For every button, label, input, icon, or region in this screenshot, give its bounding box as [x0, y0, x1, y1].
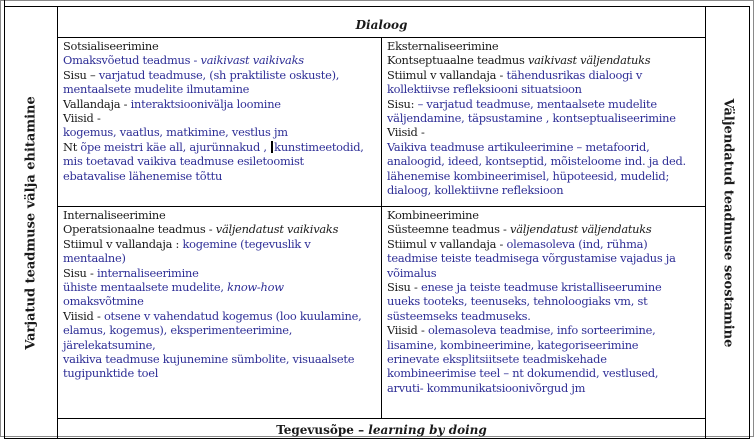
combination-content-cont: uueks tooteks, teenuseks, tehnoloogiaks vm, st: [387, 294, 648, 309]
knowledge-conversion-table: [4, 6, 750, 439]
internalization-cell: [58, 207, 382, 419]
header-cell: [58, 7, 706, 38]
internalization-stimulus: Stiimul v vallandaja : kogemine (tegevuslik v: [63, 236, 311, 251]
socialization-content: Sisu – varjatud teadmuse, (sh praktiliste oskuste),: [63, 67, 340, 82]
combination-methods-3: erinevate eksplitsiitsete teadmiskehade: [387, 352, 607, 367]
internalization-title: Internaliseerimine: [63, 208, 166, 222]
combination-methods-5: arvuti- kommunikatsioonivõrgud jm: [387, 380, 586, 395]
combination-stimulus-end: võimalus: [387, 265, 437, 280]
combination-type: Süsteemne teadmus - väljendatust väljendatuks: [387, 222, 652, 237]
internalization-type: Operatsionaalne teadmus - väljendatust vaikivaks: [63, 222, 339, 237]
internalization-methods-5: tugipunktide toel: [63, 366, 159, 381]
right-side-cell: [706, 7, 750, 439]
internalization-content-cont: ühiste mentaalsete mudelite, know-how: [63, 280, 284, 295]
externalization-methods: Vaikiva teadmuse artikuleerimine – metafoorid,: [387, 139, 650, 154]
externalization-methods-label: Viisid -: [387, 125, 425, 140]
socialization-example-end: ebatavalise lähenemise tõttu: [63, 168, 223, 183]
right-axis-label: Väljendatud teadmuse seostamine: [720, 98, 735, 347]
footer-text: Tegevusõpe – learning by doing: [276, 423, 487, 437]
externalization-cell: [382, 38, 706, 207]
internalization-methods: Viisid - otsene v vahendatud kogemus (loo kuulamine,: [63, 308, 362, 323]
externalization-stimulus: Stiimul v vallandaja - tähendusrikas dialoogi v: [387, 67, 643, 82]
socialization-content-cont: mentaalsete mudelite ilmutamine: [63, 82, 250, 97]
externalization-content-cont: väljendamine, täpsustamine , kontseptualiseerimine: [387, 111, 676, 126]
socialization-example-cont: mis toetavad vaikiva teadmuse esiletoomist: [63, 154, 304, 169]
socialization-trigger: Vallandaja - interaktsioonivälja loomine: [63, 96, 281, 111]
externalization-methods-3: lähenemise kombineerimisel, hüpoteesid, mudelid;: [387, 168, 670, 183]
externalization-methods-4: dialoog, kollektiivne refleksioon: [387, 183, 564, 198]
internalization-methods-4: vaikiva teadmuse kujunemine sümbolite, visuaalsete: [63, 352, 355, 367]
internalization-methods-3: järelekatsumine,: [63, 337, 156, 352]
internalization-stimulus-cont: mentaalne): [63, 251, 126, 266]
externalization-methods-2: analoogid, ideed, kontseptid, mõisteloome ind. ja ded.: [387, 154, 686, 169]
combination-stimulus-cont: teadmise teiste teadmisega võrgustamise vajadus ja: [387, 251, 676, 266]
dialog-title: Dialoog: [355, 18, 408, 32]
socialization-type: Omaksvõetud teadmus - vaikivast vaikivaks: [63, 53, 304, 68]
externalization-content: Sisu: – varjatud teadmuse, mentaalsete mudelite: [387, 96, 657, 111]
footer-cell: [58, 419, 706, 439]
combination-title: Kombineerimine: [387, 208, 479, 222]
internalization-methods-2: elamus, kogemus), eksperimenteerimine,: [63, 323, 293, 338]
socialization-title: Sotsialiseerimine: [63, 39, 159, 53]
externalization-title: Eksternaliseerimine: [387, 39, 499, 53]
internalization-content: Sisu - internaliseerimine: [63, 265, 199, 280]
combination-methods-2: lisamine, kombineerimine, kategoriseerimine: [387, 337, 639, 352]
combination-content: Sisu - enese ja teiste teadmuse kristalliseerumine: [387, 280, 662, 295]
combination-methods: Viisid - olemasoleva teadmise, info sorteerimine,: [387, 323, 656, 338]
externalization-type: Kontseptuaalne teadmus vaikivast väljendatuks: [387, 53, 651, 68]
left-axis-label: Varjatud teadmuse välja ehitamine: [23, 95, 39, 350]
internalization-content-end: omaksvõtmine: [63, 294, 144, 309]
socialization-methods: kogemus, vaatlus, matkimine, vestlus jm: [63, 125, 288, 140]
left-side-cell: [5, 7, 58, 439]
combination-content-end: süsteemseks teadmuseks.: [387, 308, 531, 323]
socialization-methods-label: Viisid -: [63, 111, 101, 126]
combination-cell: [382, 207, 706, 419]
text-cursor-inline: [271, 141, 273, 153]
externalization-stimulus-cont: kollektiivse refleksiooni situatsioon: [387, 82, 582, 97]
socialization-cell: [58, 38, 382, 207]
combination-methods-4: kombineerimise teel – nt dokumendid, vestlused,: [387, 366, 659, 381]
socialization-example: Nt õpe meistri käe all, ajurünnakud , kunstimeetodid,: [63, 139, 364, 154]
combination-stimulus: Stiimul v vallandaja - olemasoleva (ind, rühma): [387, 236, 648, 251]
